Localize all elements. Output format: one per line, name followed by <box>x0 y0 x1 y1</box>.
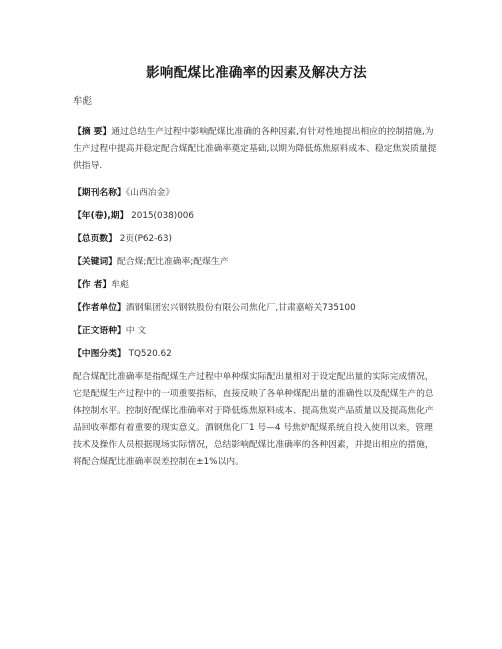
abstract-text: 通过总结生产过程中影响配煤比准确的各种因素,有针对性地提出相应的控制措施,为生产过程中提高并稳定配合煤配比准确率奠定基础,以期为降低炼焦原料成本、稳定焦炭质量提供指导. <box>73 127 437 171</box>
pages-label: 【总页数】 <box>73 234 117 244</box>
unit-label: 【作者单位】 <box>73 303 126 313</box>
author-field <box>73 277 440 294</box>
pages-value: 2页(P62-63) <box>119 234 172 244</box>
author-value: 牟彪 <box>111 280 129 290</box>
language-value: 中 文 <box>125 326 147 336</box>
classification-value: TQ520.62 <box>128 349 172 359</box>
language-label: 【正文语种】 <box>73 326 126 336</box>
language-field <box>73 323 440 340</box>
keywords-field <box>73 254 440 271</box>
year-value: 2015(038)006 <box>131 211 195 221</box>
abstract-field <box>73 124 440 175</box>
journal-value: 《山西冶金》 <box>125 188 175 198</box>
journal-field <box>73 185 440 202</box>
abstract-label: 【摘 要】 <box>73 127 112 137</box>
pages-field <box>73 231 440 248</box>
classification-label: 【中图分类】 <box>73 349 126 359</box>
author-line: 牟彪 <box>73 96 93 107</box>
classification-field <box>73 346 440 363</box>
body-paragraph: 配合煤配比准确率是指配煤生产过程中单种煤实际配出量相对于设定配出量的实际完成情况，它是配煤生产过程中的一项重要指标，直接反映了各单种煤配出量的准确性以及配煤生产的总体控制水平。控制好配煤比准确率对于降低炼焦原料成本、提高焦炭产品质量以及提高焦化产品回收率都有着重要的现实意义。酒钢焦化厂1 号—4 号焦炉配煤系统自投入使用以来，管理技术及操作人员根据现场实际情况，总结影响配煤比准确率的各种因素，并提出相应的措施，将配合煤配比准确率误差控制在±1%以内。 <box>73 372 434 467</box>
year-field <box>73 208 440 225</box>
unit-value: 酒钢集团宏兴钢铁股份有限公司焦化厂,甘肃嘉峪关735100 <box>125 303 356 313</box>
keywords-label: 【关键词】 <box>73 257 117 267</box>
unit-field <box>73 300 440 317</box>
journal-label: 【期刊名称】 <box>73 188 126 198</box>
author-label: 【作 者】 <box>73 280 112 290</box>
year-label: 【年(卷),期】 <box>73 211 129 221</box>
paper-title: 影响配煤比准确率的因素及解决方法 <box>146 65 367 81</box>
keywords-value: 配合煤;配比准确率;配煤生产 <box>117 257 229 267</box>
